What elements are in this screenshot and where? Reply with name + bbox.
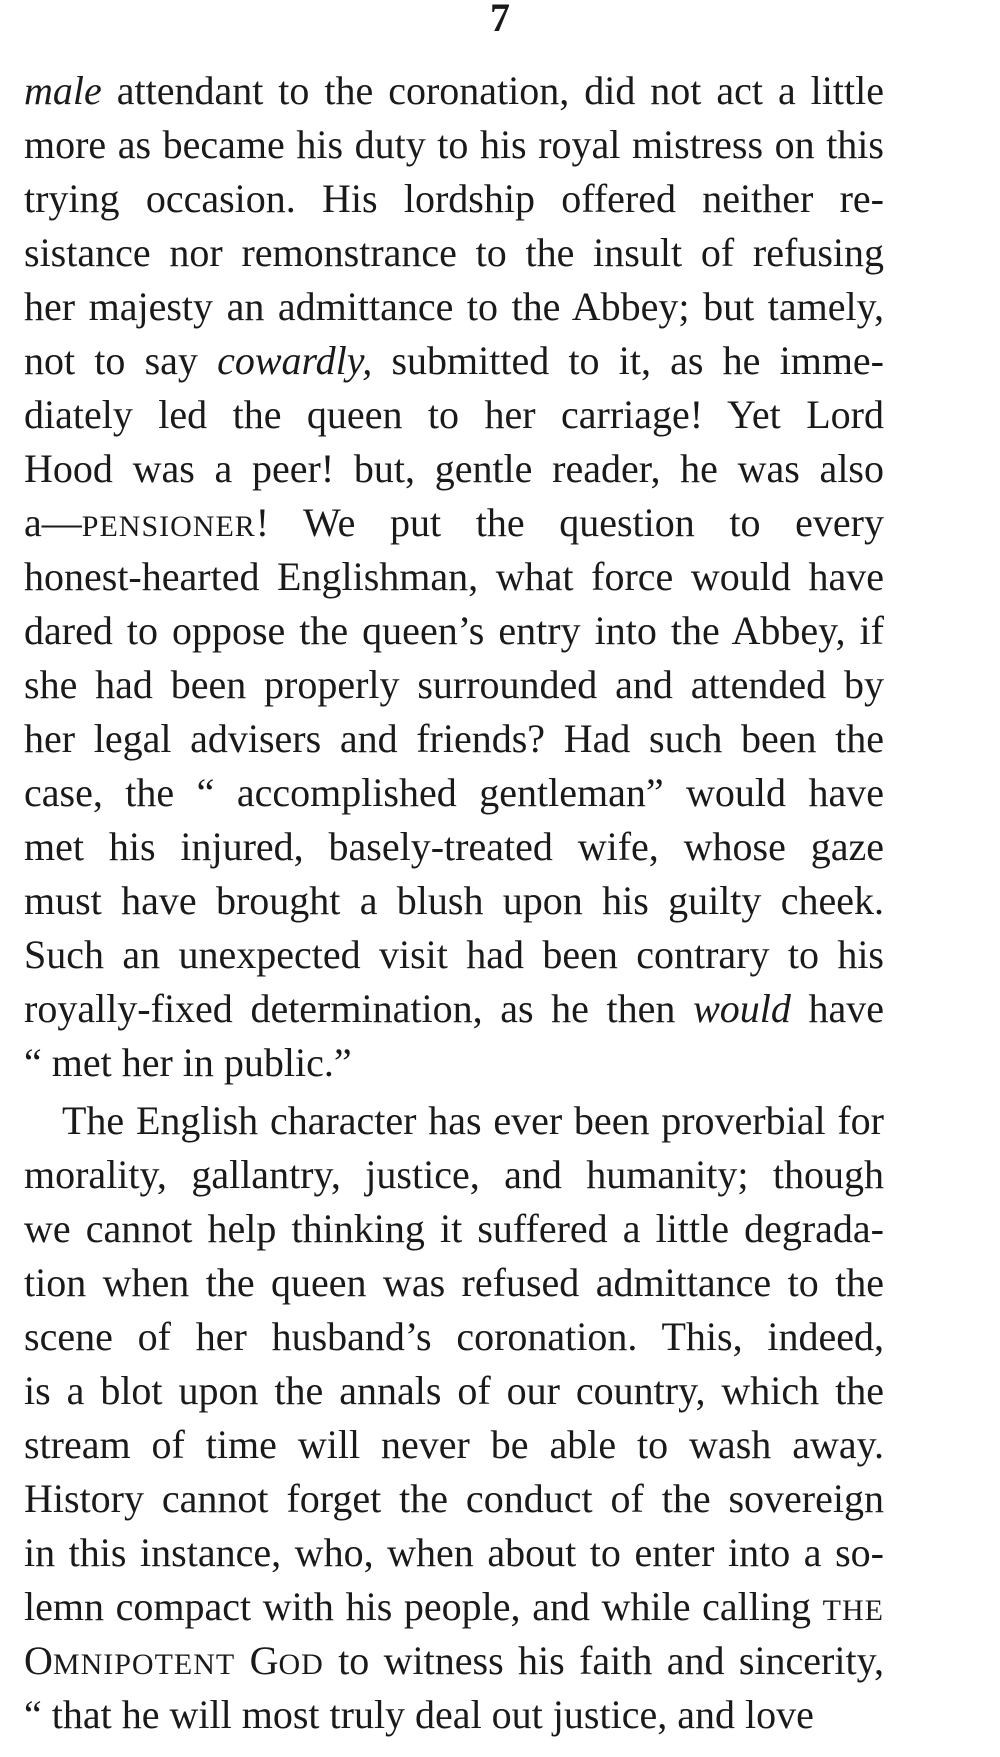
text-line (24, 550, 884, 604)
text-line (24, 658, 884, 712)
text-line (24, 1580, 884, 1634)
text-line (24, 604, 884, 658)
text-line (24, 496, 884, 550)
text-line (24, 928, 884, 982)
text-segment: Hood was a peer! but, gentle reader, he was also (24, 446, 884, 491)
text-segment: attendant to the coronation, did not act a little (101, 68, 884, 113)
text-line (24, 712, 884, 766)
text-segment: is a blot upon the annals of our country, which the (24, 1368, 884, 1413)
text-segment: have (790, 986, 884, 1031)
small-caps-text: THE (822, 1594, 884, 1627)
text-segment: ! We put the question to every (255, 500, 884, 545)
text-segment: History cannot forget the conduct of the sovereign (24, 1476, 884, 1521)
text-segment: not to say (24, 338, 218, 383)
text-line (24, 1634, 884, 1688)
text-line (24, 1418, 884, 1472)
text-line (24, 64, 884, 118)
text-segment: her legal advisers and friends? Had such been the (24, 716, 884, 761)
text-line (24, 820, 884, 874)
text-line (24, 1526, 884, 1580)
italic-text: male (24, 68, 102, 113)
text-line (24, 1472, 884, 1526)
text-segment: in this instance, who, when about to enter into a so- (24, 1530, 884, 1575)
text-segment: we cannot help thinking it suffered a little degrada- (24, 1206, 884, 1251)
text-segment: O (24, 1638, 53, 1683)
text-segment: morality, gallantry, justice, and humanity; though (24, 1152, 884, 1197)
text-line (24, 280, 884, 334)
text-segment: Such an unexpected visit had been contrary to his (24, 932, 884, 977)
small-caps-text: PENSIONER (81, 510, 256, 543)
text-line (24, 334, 884, 388)
italic-text: would (693, 986, 791, 1031)
text-line (24, 982, 884, 1036)
italic-text: cowardly, (217, 338, 373, 383)
page-number: 7 (490, 0, 510, 40)
text-line (24, 1364, 884, 1418)
text-line (24, 1094, 884, 1148)
text-segment: met his injured, basely-treated wife, whose gaze (24, 824, 884, 869)
text-line (24, 1688, 884, 1742)
text-segment: to witness his faith and sincerity, (323, 1638, 884, 1683)
text-segment: a— (24, 500, 82, 545)
body-text (24, 64, 884, 1742)
small-caps-text: OD (278, 1648, 324, 1681)
text-segment: her majesty an admittance to the Abbey; but tamely, (24, 284, 884, 329)
text-segment: “ that he will most truly deal out justice, and love (24, 1692, 814, 1737)
text-line (24, 1202, 884, 1256)
text-segment: royally-fixed determination, as he then (24, 986, 694, 1031)
text-segment: she had been properly surrounded and attended by (24, 662, 884, 707)
text-segment: lemn compact with his people, and while calling (24, 1584, 823, 1629)
text-segment: tion when the queen was refused admittance to the (24, 1260, 884, 1305)
text-segment: more as became his duty to his royal mistress on this (24, 122, 884, 167)
text-line (24, 1036, 884, 1090)
text-segment: submitted to it, as he imme- (372, 338, 884, 383)
text-line (24, 172, 884, 226)
text-segment: case, the “ accomplished gentleman” would have (24, 770, 884, 815)
paragraph (24, 64, 884, 1090)
text-segment: must have brought a blush upon his guilty cheek. (24, 878, 884, 923)
text-line (24, 766, 884, 820)
text-line (24, 118, 884, 172)
text-segment: sistance nor remonstrance to the insult of refusing (24, 230, 884, 275)
text-segment: dared to oppose the queen’s entry into the Abbey, if (24, 608, 884, 653)
text-line (24, 1256, 884, 1310)
text-segment: “ met her in public.” (24, 1040, 352, 1085)
text-segment: The English character has ever been proverbial for (62, 1098, 884, 1143)
paragraph (24, 1090, 884, 1742)
text-segment: diately led the queen to her carriage! Yet Lord (24, 392, 884, 437)
text-line (24, 1148, 884, 1202)
text-segment: stream of time will never be able to wash away. (24, 1422, 884, 1467)
text-line (24, 442, 884, 496)
text-line (24, 388, 884, 442)
text-segment: scene of her husband’s coronation. This, indeed, (24, 1314, 884, 1359)
text-line (24, 226, 884, 280)
text-line (24, 1310, 884, 1364)
small-caps-text: MNIPOTENT (52, 1648, 236, 1681)
text-segment: honest-hearted Englishman, what force would have (24, 554, 884, 599)
text-segment: G (235, 1638, 279, 1683)
text-line (24, 874, 884, 928)
text-segment: trying occasion. His lordship offered neither re- (24, 176, 884, 221)
